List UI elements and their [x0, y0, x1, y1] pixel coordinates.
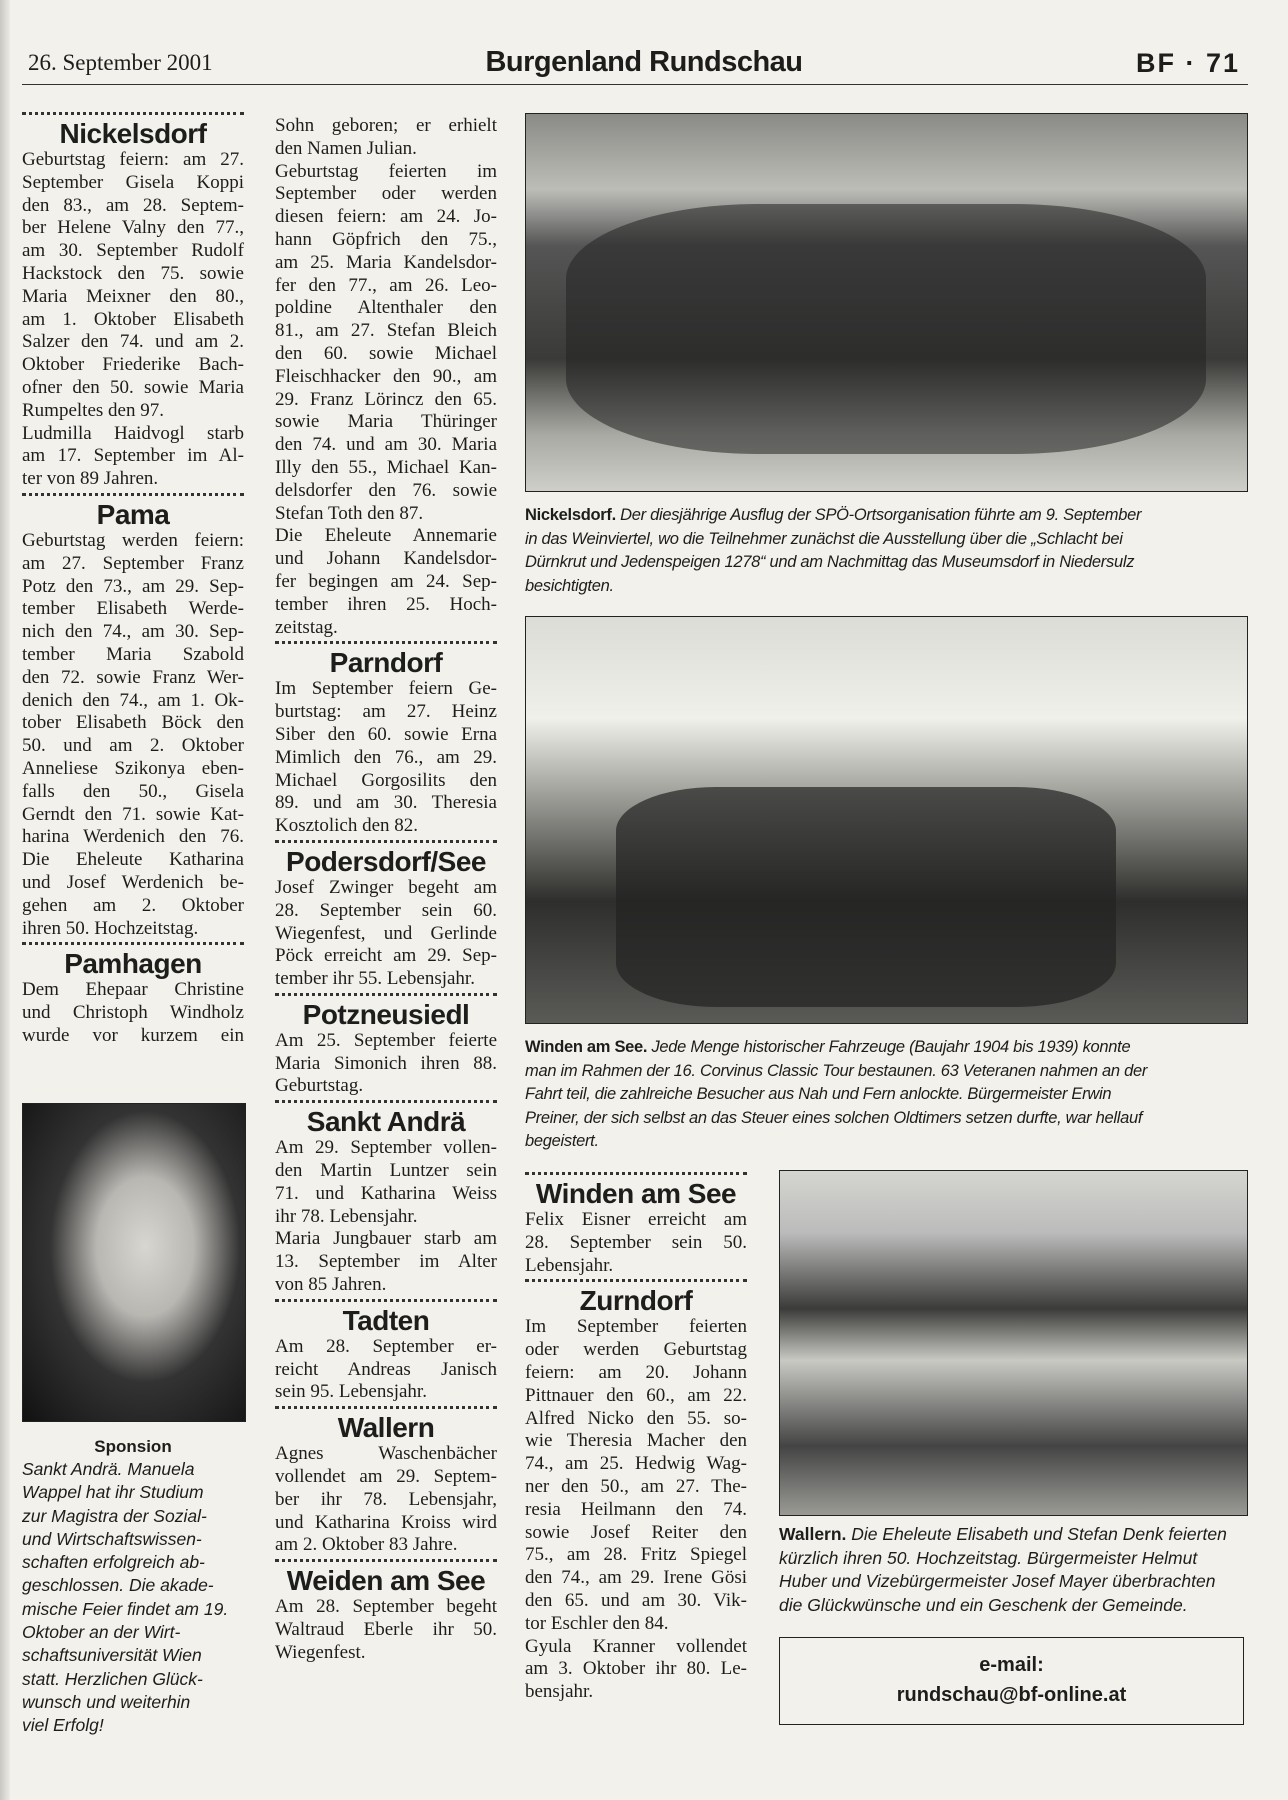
text-line: reicht Andreas Janisch [275, 1358, 497, 1380]
text-line: Rumpeltes den 97. [22, 399, 164, 421]
text-line: Lebensjahr. [525, 1254, 614, 1276]
text-line: den 60. sowie Michael [275, 342, 497, 364]
text-line: tember ihren 25. Hoch- [275, 593, 497, 615]
caption-wallern [779, 1523, 1259, 1617]
text-line: Im September feierten [525, 1316, 747, 1338]
photo-winden-oldtimer [525, 616, 1248, 1024]
text-line: Dem Ehepaar Christine [22, 979, 244, 1001]
caption-text: besichtigten. [525, 576, 614, 595]
text-line: 29. Franz Lörincz den 65. [275, 388, 497, 410]
text-line: tor Eschler den 84. [525, 1612, 669, 1634]
caption-text: man im Rahmen der 16. Corvinus Classic Tour bestaunen. 63 Veteranen nahmen an der [525, 1061, 1148, 1080]
sponsion-line: und Wirtschaftswissen- [22, 1528, 202, 1549]
text-line: September oder werden [275, 183, 497, 205]
column-3 [525, 1170, 747, 1704]
text-line: poldine Altenthaler den [275, 297, 497, 319]
text-line: den 65. und am 30. Vik- [525, 1589, 747, 1611]
text-line: am 25. Maria Kandelsdor- [275, 251, 497, 273]
sponsion-line: zur Magistra der Sozial- [22, 1505, 207, 1526]
caption-line [525, 1083, 1265, 1107]
caption-text: die Glückwünsche und ein Geschenk der Gemeinde. [779, 1594, 1188, 1615]
caption-line [525, 1036, 1265, 1060]
text-line: 50. und am 2. Oktober [22, 735, 244, 757]
text-line: tember Maria Szabold [22, 643, 244, 665]
page-number: BF · 71 [1135, 48, 1240, 78]
text-line: 28. September sein 50. [525, 1231, 747, 1253]
sponsion-line: mische Feier findet am 19. [22, 1598, 229, 1619]
caption-text: kürzlich ihren 50. Hochzeitstag. Bürgermeister Helmut [779, 1547, 1198, 1568]
text-line: Wiegenfest. [275, 1641, 366, 1663]
sponsion-line: geschlossen. Die akade- [22, 1575, 214, 1596]
text-line: ber Helene Valny den 77., [22, 217, 244, 239]
caption-line [779, 1570, 1259, 1594]
text-line: sowie Josef Reiter den [525, 1521, 747, 1543]
text-line: 28. September sein 60. [275, 899, 497, 921]
sponsion-box [22, 1436, 244, 1738]
text-line: Maria Simonich ihren 88. [275, 1052, 497, 1074]
text-line: Pittnauer den 60., am 22. [525, 1384, 747, 1406]
text-line: bensjahr. [525, 1681, 594, 1703]
text-line: fer den 77., am 26. Leo- [275, 274, 497, 296]
text-line: September Gisela Koppi [22, 171, 244, 193]
text-line: am 2. Oktober 83 Jahre. [275, 1534, 458, 1556]
caption-line [525, 1107, 1265, 1131]
caption-text: Der diesjährige Ausflug der SPÖ-Ortsorganisation führte am 9. September [615, 506, 1142, 524]
text-line: Gyula Kranner vollendet [525, 1635, 747, 1657]
text-line: den 74. und am 30. Maria [275, 434, 497, 456]
text-line: tober Elisabeth Böck den [22, 712, 244, 734]
text-line: Anneliese Szikonya eben- [22, 757, 244, 779]
text-line: Fleischhacker den 90., am [275, 365, 497, 387]
section-heading: Sankt Andrä [306, 1106, 466, 1138]
text-line: den Martin Luntzer sein [275, 1160, 497, 1182]
caption-line [525, 528, 1265, 552]
text-line: sein 95. Lebensjahr. [275, 1381, 427, 1403]
sponsion-line: schaftsuniversität Wien [22, 1645, 202, 1666]
text-line: Sohn geboren; er erhielt [275, 115, 497, 136]
text-line: Oktober Friederike Bach- [22, 354, 244, 376]
text-line: tember ihr 55. Lebensjahr. [275, 968, 475, 990]
sponsion-line: Wappel hat ihr Studium [22, 1482, 204, 1503]
text-line: Kosztolich den 82. [275, 815, 419, 837]
text-line: den 83., am 28. Septem- [22, 194, 244, 216]
text-line: 71. und Katharina Weiss [275, 1182, 497, 1204]
text-line: tember Elisabeth Werde- [22, 598, 244, 620]
text-line: Alfred Nicko den 55. so- [525, 1407, 747, 1429]
caption-text: Huber und Vizebürgermeister Josef Mayer überbrachten [779, 1571, 1216, 1591]
text-line: den 74., am 29. Irene Gösi [525, 1567, 747, 1589]
sponsion-line: Oktober an der Wirt- [22, 1622, 181, 1643]
text-line: 81., am 27. Stefan Bleich [275, 320, 497, 342]
section-heading: Tadten [342, 1304, 430, 1336]
text-line: ihren 50. Hochzeitstag. [22, 917, 199, 939]
text-line: Ludmilla Haidvogl starb [22, 422, 244, 444]
text-line: Die Eheleute Katharina [22, 849, 244, 871]
text-line: Im September feiern Ge- [275, 678, 497, 700]
text-line: zeitstag. [275, 616, 338, 638]
text-line: am 30. September Rudolf [22, 240, 244, 262]
photo-wallern-couple [779, 1170, 1248, 1516]
section-heading: Podersdorf/See [286, 845, 486, 877]
text-line: falls den 50., Gisela [22, 780, 244, 802]
caption-line [525, 575, 1265, 599]
text-line: denich den 74., am 1. Ok- [22, 689, 244, 711]
text-line: Siber den 60. sowie Erna [275, 723, 497, 745]
section-heading: Pama [96, 498, 170, 530]
photo-nickelsdorf-group [525, 113, 1248, 492]
text-line: und Josef Werdenich be- [22, 871, 244, 893]
caption-nickelsdorf [525, 504, 1265, 598]
section-heading: Parndorf [329, 647, 443, 679]
caption-text: Fahrt teil, die zahlreiche Besucher aus Nah und Fern anlockte. Bürgermeister Erwin [525, 1085, 1112, 1103]
caption-lead: Winden am See. [525, 1038, 648, 1056]
text-line: Salzer den 74. und am 2. [22, 331, 244, 353]
text-line: harina Werdenich den 76. [22, 826, 244, 848]
text-line: den Namen Julian. [275, 137, 417, 159]
caption-text: in das Weinviertel, wo die Teilnehmer zunächst die Ausstellung über die „Schlacht bei [525, 529, 1123, 548]
text-line: Agnes Waschenbächer [275, 1443, 497, 1465]
text-line: delsdorfer den 76. sowie [275, 479, 497, 501]
caption-lead: Nickelsdorf. [525, 506, 616, 524]
email-box [779, 1637, 1244, 1725]
text-line: Waltraud Eberle ihr 50. [275, 1619, 497, 1641]
text-line: am 3. Oktober ihr 80. Le- [525, 1658, 747, 1680]
sponsion-line: schaften erfolgreich ab- [22, 1552, 205, 1573]
text-line: gehen am 2. Oktober [22, 894, 244, 916]
newspaper-title: Burgenland Rundschau [485, 46, 803, 78]
text-line: Geburtstag werden feiern: [22, 529, 244, 551]
text-line: Potz den 73., am 29. Sep- [22, 575, 244, 597]
text-line: Geburtstag feierten im [275, 160, 497, 182]
sponsion-line: Sankt Andrä. Manuela [22, 1459, 195, 1479]
email-label: e-mail: [979, 1654, 1044, 1676]
caption-text: Preiner, der sich selbst an das Steuer eines solchen Oldtimers setzen durfte, war hellauf [525, 1108, 1143, 1127]
page-spine-shadow [0, 0, 10, 1800]
sponsion-title: Sponsion [94, 1437, 172, 1456]
sponsion-line: viel Erfolg! [22, 1715, 104, 1736]
text-line: und Christoph Windholz [22, 1002, 244, 1024]
text-line: ner den 50., am 27. The- [525, 1475, 747, 1497]
section-heading: Wallern [337, 1412, 435, 1444]
text-line: Josef Zwinger begeht am [275, 876, 497, 898]
caption-line [525, 1060, 1265, 1084]
section-heading: Zurndorf [579, 1285, 693, 1317]
section-heading: Potzneusiedl [302, 998, 470, 1030]
text-line: am 1. Oktober Elisabeth [22, 308, 244, 330]
text-line: Mimlich den 76., am 29. [275, 746, 497, 768]
caption-text: Dürnkrut und Jedenspeigen 1278“ und am Nachmittag das Museumsdorf in Niedersulz [525, 553, 1135, 571]
issue-date: 26. September 2001 [28, 50, 213, 75]
text-line: Am 25. September feierte [275, 1029, 497, 1051]
text-line: Michael Gorgosilits den [275, 769, 497, 791]
text-line: fer begingen am 24. Sep- [275, 570, 497, 592]
caption-line [779, 1547, 1259, 1571]
text-line: Maria Jungbauer starb am [275, 1228, 497, 1250]
text-line: den 72. sowie Franz Wer- [22, 666, 244, 688]
text-line: Pöck erreicht am 29. Sep- [275, 945, 497, 967]
column-1 [22, 110, 244, 1048]
caption-text: Die Eheleute Elisabeth und Stefan Denk feierten [846, 1524, 1227, 1544]
text-line: oder werden Geburtstag [525, 1339, 747, 1361]
section-heading: Pamhagen [64, 948, 202, 980]
text-line: hann Göpfrich den 75., [275, 228, 497, 250]
text-line: am 27. September Franz [22, 552, 244, 574]
text-line: 89. und am 30. Theresia [275, 792, 497, 814]
text-line: resia Heilmann den 74. [525, 1498, 747, 1520]
caption-line [525, 1130, 1265, 1154]
text-line: Geburtstag feiern: am 27. [22, 149, 244, 170]
text-line: wurde vor kurzem ein [22, 1024, 244, 1046]
text-line: Am 29. September vollen- [275, 1137, 497, 1159]
text-line: Gerndt den 71. sowie Kat- [22, 803, 244, 825]
caption-text: Jede Menge historischer Fahrzeuge (Baujahr 1904 bis 1939) konnte [647, 1038, 1131, 1056]
text-line: und Johann Kandelsdor- [275, 548, 497, 570]
text-line: 74., am 25. Hedwig Wag- [525, 1453, 747, 1475]
text-line: ofner den 50. sowie Maria [22, 376, 244, 398]
text-line: Am 28. September begeht [275, 1596, 497, 1618]
caption-winden [525, 1036, 1265, 1154]
text-line: diesen feiern: am 24. Jo- [275, 206, 497, 228]
caption-line [525, 504, 1265, 528]
text-line: Am 28. September er- [275, 1335, 497, 1357]
text-line: sowie Maria Thüringer [275, 411, 497, 433]
sponsion-line: statt. Herzlichen Glück- [22, 1668, 203, 1689]
text-line: 13. September im Alter [275, 1251, 497, 1273]
text-line: ber ihr 78. Lebensjahr, [275, 1488, 497, 1510]
caption-text: begeistert. [525, 1132, 599, 1150]
text-line: Felix Eisner erreicht am [525, 1209, 747, 1230]
header-rule [22, 84, 1248, 85]
section-heading: Winden am See [535, 1178, 737, 1209]
text-line: burtstag: am 27. Heinz [275, 701, 497, 723]
text-line: ter von 89 Jahren. [22, 468, 159, 490]
caption-line [779, 1523, 1259, 1547]
text-line: von 85 Jahren. [275, 1274, 387, 1296]
text-line: Illy den 55., Michael Kan- [275, 456, 497, 478]
text-line: Wiegenfest, und Gerlinde [275, 922, 497, 944]
text-line: am 17. September im Al- [22, 445, 244, 467]
text-line: feiern: am 20. Johann [525, 1361, 747, 1383]
portrait-photo [22, 1103, 246, 1422]
text-line: Maria Meixner den 80., [22, 285, 244, 307]
text-line: vollendet am 29. Septem- [275, 1466, 497, 1488]
section-heading: Weiden am See [286, 1565, 486, 1597]
section-heading: Nickelsdorf [59, 118, 207, 149]
caption-line [525, 551, 1265, 575]
text-line: nich den 74., am 30. Sep- [22, 621, 244, 643]
text-line: Hackstock den 75. sowie [22, 262, 244, 284]
text-line: und Katharina Kroiss wird [275, 1511, 497, 1533]
caption-lead: Wallern. [779, 1524, 847, 1544]
email-address[interactable]: rundschau@bf-online.at [896, 1684, 1127, 1706]
text-line: Stefan Toth den 87. [275, 502, 424, 524]
text-line: Die Eheleute Annemarie [275, 525, 497, 547]
text-line: wie Theresia Macher den [525, 1430, 747, 1452]
text-line: ihr 78. Lebensjahr. [275, 1205, 418, 1227]
column-2 [275, 115, 497, 1665]
text-line: 75., am 28. Fritz Spiegel [525, 1544, 747, 1566]
caption-line [779, 1594, 1259, 1618]
text-line: Geburtstag. [275, 1075, 364, 1097]
sponsion-line: wunsch und weiterhin [22, 1691, 191, 1712]
